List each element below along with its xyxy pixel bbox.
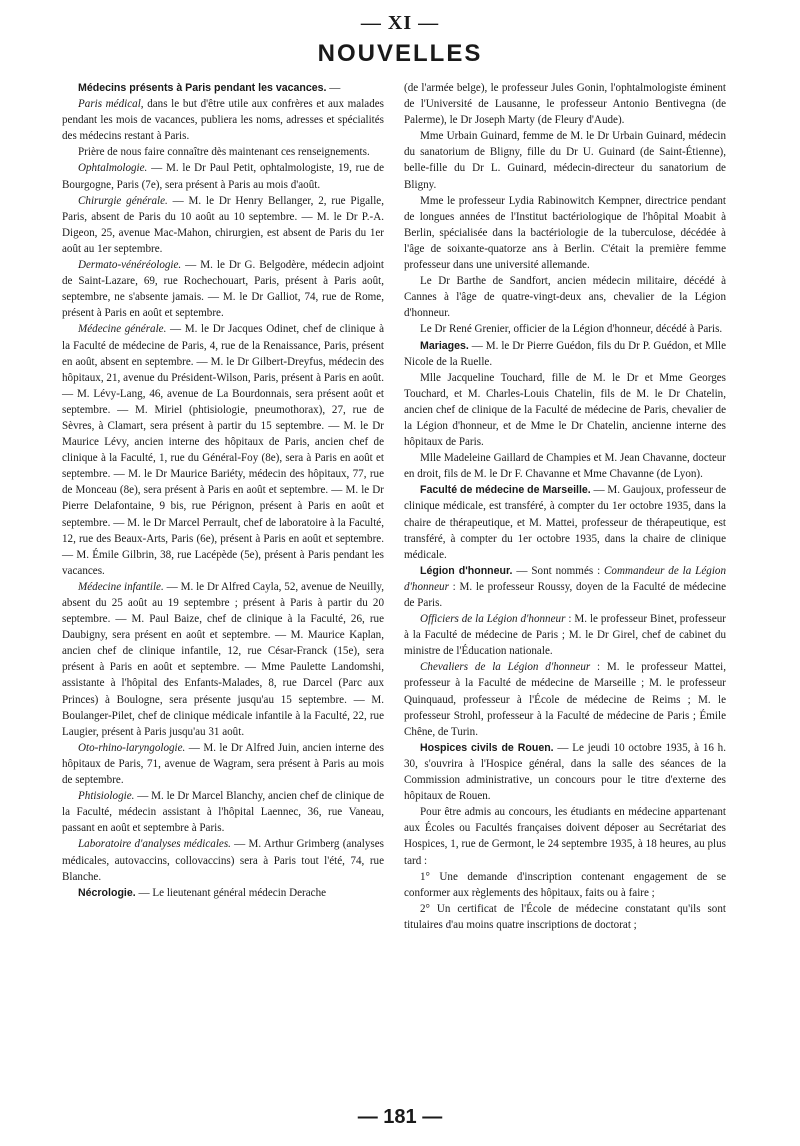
paragraph-text: : M. le professeur Mattei, professeur à la Faculté de médecine de Marseille ; M. le professeur Quinquaud, professeur à l'École de médecine de Reims ; M. le professeur Strohl, professeur à la Faculté de médecine de Paris ; Émile Chêne, de Turin. — [404, 661, 726, 738]
paragraph — [62, 193, 384, 257]
paragraph-text: — M. Gaujoux, professeur de clinique médicale, est transféré, à compter du 1er octobre 1935, dans la chaire de thérapeutique, et M. Mattei, professeur de thérapeutique, est transféré, à compter du 1er octobre 1935, dans la chaire de clinique médicale. — [404, 484, 727, 561]
paragraph — [404, 273, 726, 321]
paragraph-text: Mlle Jacqueline Touchard, fille de M. le Dr et Mme Georges Touchard, et M. Charles-Louis Chatelin, fils de M. le Dr Chatelin, ancien chef de clinique de la Faculté de médecine de Paris, chevalier de la Légion d'honneur, et de Mme le Dr Chatelin, ancienne interne des hôpitaux de Paris. — [404, 371, 726, 449]
section-heading: Mariages. — [420, 339, 469, 352]
paragraph — [404, 740, 726, 804]
paragraph — [404, 901, 726, 933]
paragraph — [62, 160, 384, 192]
italic-lead: Chirurgie générale. — [78, 194, 168, 207]
paragraph — [62, 144, 384, 160]
paragraph-text: Le Dr René Grenier, officier de la Légion d'honneur, décédé à Paris. — [420, 323, 723, 336]
section-heading: Légion d'honneur. — [420, 564, 513, 577]
right-column — [404, 80, 726, 933]
italic-lead: Médecine générale. — [78, 323, 167, 336]
paragraph — [404, 370, 726, 450]
italic-lead: Laboratoire d'analyses médicales. — [78, 838, 231, 851]
paragraph — [404, 128, 726, 192]
paragraph — [404, 869, 726, 901]
paragraph — [62, 257, 384, 321]
paragraph-text: — — [326, 82, 341, 94]
paragraph-text: Prière de nous faire connaître dès maintenant ces renseignements. — [78, 146, 370, 159]
paragraph — [404, 659, 726, 739]
left-column — [62, 80, 384, 901]
paragraph — [404, 482, 726, 562]
paragraph-text: 2° Un certificat de l'École de médecine constatant qu'ils sont titulaires d'au moins quatre inscriptions de doctorat ; — [404, 902, 726, 931]
italic-text: Commandeur de la Légion d'honneur — [404, 564, 726, 593]
paragraph — [62, 836, 384, 884]
page-number: — 181 — — [357, 1106, 443, 1128]
paragraph-text: dans le but d'être utile aux confrères et aux malades pendant les mois de vacances, publiera les noms, adresses et spécialités des médecins restant à Paris. — [62, 98, 384, 143]
paragraph — [404, 804, 726, 868]
italic-lead: Médecine infantile. — [78, 580, 164, 593]
paragraph-text: Pour être admis au concours, les étudiants en médecine appartenant aux Écoles ou Facultés françaises doivent déposer au Secrétariat des Hospices, 1, rue de Germont, le 24 septembre 1935, à 18 heures, au plus tard : — [404, 806, 726, 867]
italic-lead: Officiers de la Légion d'honneur — [420, 613, 566, 626]
paragraph-text: Le Dr Barthe de Sandfort, ancien médecin militaire, décédé à Cannes à l'âge de quatre-vingt-deux ans, chevalier de la Légion d'honneur. — [404, 275, 726, 320]
section-heading: Médecins présents à Paris pendant les vacances. — [78, 82, 327, 94]
paragraph — [62, 740, 384, 788]
paragraph-text: — M. le Dr Henry Bellanger, 2, rue Pigalle, Paris, absent de Paris du 10 août au 10 septembre. — M. le Dr P.-A. Digeon, 25, avenue Mac-Mahon, chirurgien, est absent de Paris du 1er août au 1er septembre. — [62, 194, 384, 255]
section-heading: Nécrologie. — [78, 886, 136, 899]
paragraph-text: — M. le Dr Marcel Blanchy, ancien chef de clinique de la Faculté, médecin assistant à l'hôpital Laennec, 36, rue Vaneau, passant en août et septembre à Paris. — [62, 790, 384, 835]
paragraph-text: 1° Une demande d'inscription contenant engagement de se conformer aux règlements des hôpitaux, faits ou à faire ; — [404, 870, 726, 899]
paragraph-text: — M. le Dr Paul Petit, ophtalmologiste, 19, rue de Bourgogne, Paris (7e), sera présent à Paris au mois d'août. — [62, 162, 384, 191]
paragraph-text: — M. le Dr G. Belgodère, médecin adjoint de Saint-Lazare, 69, rue Rochechouart, Paris, présent à Paris août, septembre, ne s'absente jamais. — M. le Dr Galliot, 74, rue de Rome, présent à Paris en août et septembre. — [62, 259, 384, 320]
paragraph-text: : M. le professeur Binet, professeur à la Faculté de médecine de Paris ; M. le Dr Girel, chef de cabinet du ministre de l'Éducation nationale. — [404, 613, 726, 658]
paragraph-text: — Le lieutenant général médecin Derache — [135, 886, 327, 899]
italic-lead: Dermato-vénéréologie. — [78, 259, 182, 272]
paragraph-text: (de l'armée belge), le professeur Jules Gonin, l'ophtalmologiste éminent de l'Université de Lausanne, le professeur Antonio Bentivegna (de Palerme), le Dr Joseph Marty (de Fleury d'Aude). — [404, 82, 726, 127]
running-head: — XI — — [360, 12, 440, 34]
paragraph-text: Mme Urbain Guinard, femme de M. le Dr Urbain Guinard, médecin du sanatorium de Bligny, fille du Dr U. Guinard (de Saint-Étienne), belle-fille du Dr L. Guinard, médecin-directeur du sanatorium de Bligny. — [404, 130, 726, 191]
paragraph — [62, 885, 384, 901]
paragraph-text: — M. Arthur Grimberg (analyses médicales, autovaccins, collovaccins) sera à Paris tout l'été, 74, rue Blanche. — [62, 838, 384, 883]
paragraph — [404, 338, 726, 370]
italic-lead: Phtisiologie. — [78, 790, 135, 803]
paragraph — [62, 321, 384, 579]
paragraph — [404, 611, 726, 659]
paragraph — [62, 80, 384, 96]
paragraph-text: — M. le Dr Pierre Guédon, fils du Dr P. Guédon, et Mlle Nicole de la Ruelle. — [404, 339, 726, 368]
paragraph — [404, 80, 726, 128]
paragraph — [62, 579, 384, 740]
paragraph-text: — M. le Dr Alfred Cayla, 52, avenue de Neuilly, absent du 25 août au 19 septembre ; présent à Paris à partir du 20 septembre. — M. Paul Baize, chef de clinique à la Faculté, 26, rue Daubigny, sera présent en août et septembre. — M. Maurice Kaplan, ancien chef de clinique infantile, 12, rue César-Franck (15e), sera présent à Paris en août et septembre. — Mme Paulette Landomshi, assistante à l'hôpital des Enfants-Malades, 8, rue Darcel (Parc aux Princes) à Boulogne, sera présente jusqu'au 15 septembre. — M. Boulanger-Pilet, chef de clinique médicale infantile à la Faculté, 22, rue Laugier, présent à Paris jusqu'au 31 août. — [62, 580, 385, 738]
paragraph-text: : M. le professeur Roussy, doyen de la Faculté de médecine de Paris. — [404, 580, 726, 609]
paragraph — [62, 788, 384, 836]
paragraph-text: Mme le professeur Lydia Rabinowitch Kempner, directrice pendant de longues années de l'Institut bactériologique de l'hôpital Moabit à Berlin, spécialisée dans la bactériologie de la tuberculose, décédée à l'âge de soixante-quatorze ans à Berlin. C'était la première femme professeur dans une université allemande. — [404, 194, 726, 272]
paragraph — [62, 96, 384, 144]
paragraph-text: — Sont nommés : — [512, 564, 605, 577]
italic-lead: Chevaliers de la Légion d'honneur — [420, 661, 591, 674]
italic-lead: Ophtalmologie. — [78, 162, 148, 175]
paragraph-text: Mlle Madeleine Gaillard de Champies et M. Jean Chavanne, docteur en droit, fils de M. le Dr F. Chavanne et Mme Chavanne (de Lyon). — [404, 452, 726, 481]
paragraph — [404, 193, 726, 273]
paragraph-text: — M. le Dr Alfred Juin, ancien interne des hôpitaux de Paris, 71, avenue de Wagram, sera présent à Paris au mois de septembre. — [62, 741, 384, 787]
page-title: NOUVELLES — [317, 40, 483, 67]
italic-lead: Paris médical, — [78, 98, 144, 111]
italic-lead: Oto-rhino-laryngologie. — [78, 741, 186, 754]
paragraph-text: — Le jeudi 10 octobre 1935, à 16 h. 30, s'ouvrira à l'Hospice général, dans la salle des séances de la Commission administrative, un concours pour le titre d'externe des hôpitaux de Rouen. — [404, 741, 726, 803]
section-heading: Hospices civils de Rouen. — [420, 741, 554, 754]
paragraph — [404, 450, 726, 482]
section-heading: Faculté de médecine de Marseille. — [420, 484, 591, 497]
paragraph — [404, 563, 726, 611]
paragraph — [404, 321, 726, 337]
paragraph-text: — M. le Dr Jacques Odinet, chef de clinique à la Faculté de médecine de Paris, 4, rue de la Renaissance, Paris, présent en août, absent en septembre. — M. le Dr Gilbert-Dreyfus, médecin des hôpitaux, 21, avenue du Président-Wilson, Paris, présent à Paris en août. — M. Lévy-Lang, 46, avenue de La Bourdonnais, sera présent août et septembre. — M. Miriel (phtisiologie, pneumothorax), 27, rue de Sèvres, à Clamart, sera présent à partir du 15 septembre. — M. le Dr Maurice Lévy, ancien interne des hôpitaux de Paris, ancien chef de clinique à la Faculté, 1, rue du Général-Foy (8e), sera à Paris en août et septembre. — M. le Dr Maurice Bariéty, médecin des hôpitaux, 77, rue de Monceau (8e), sera présent à Paris en août et septembre. — M. le Dr Pierre Delafontaine, 9 bis, rue Pérignon, présent à Paris en août et septembre. — M. le Dr Marcel Perrault, chef de laboratoire à la Faculté, 12, rue des Beaux-Arts, Paris (6e), présent à Paris en août et septembre. — M. Émile Gilbrin, 38, rue Lacépède (5e), présent à Paris pendant les vacances. — [62, 323, 384, 577]
